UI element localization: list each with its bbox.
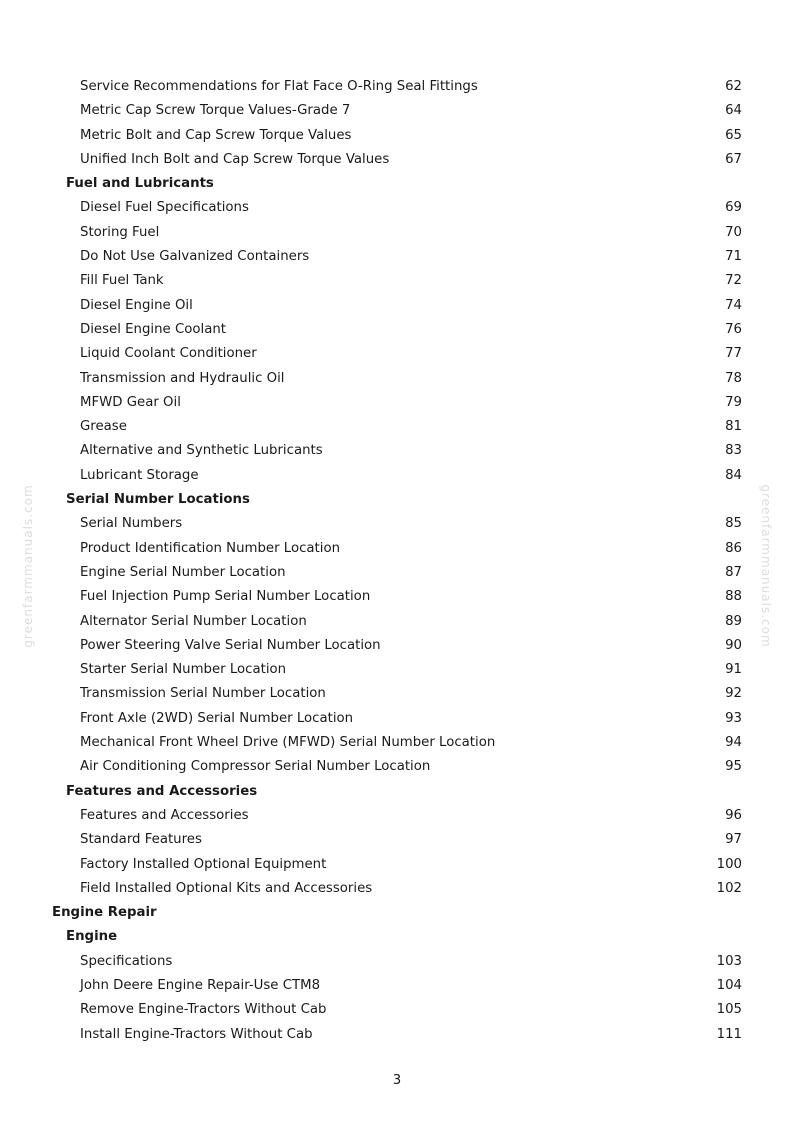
- watermark-left: greenfarmmanuals.com: [21, 484, 35, 648]
- toc-entry-page: 100: [716, 856, 742, 872]
- toc-entry-title: Field Installed Optional Kits and Accessories: [80, 880, 373, 896]
- toc-entry-title: Transmission and Hydraulic Oil: [80, 370, 285, 386]
- toc-entry-page: 69: [725, 200, 742, 216]
- page-number: 3: [392, 1073, 402, 1088]
- toc-entry[interactable]: [0, 755, 794, 779]
- toc-entry-page: 76: [725, 321, 742, 337]
- toc-entry-page: 64: [725, 103, 742, 119]
- toc-entry-page: 104: [716, 977, 742, 993]
- toc-entry-page: 72: [725, 273, 742, 289]
- toc-entry[interactable]: [0, 512, 794, 536]
- toc-entry[interactable]: [0, 998, 794, 1022]
- toc-section-heading[interactable]: [0, 780, 794, 804]
- toc-entry-page: 103: [716, 953, 742, 969]
- toc-entry[interactable]: [0, 196, 794, 220]
- toc-entry-page: 94: [725, 735, 742, 751]
- toc-entry-page: 105: [716, 1002, 742, 1018]
- toc-entry[interactable]: [0, 707, 794, 731]
- toc-entry-title: Liquid Coolant Conditioner: [80, 346, 257, 362]
- toc-entry-title: Lubricant Storage: [80, 467, 199, 483]
- toc-entry-page: 67: [725, 151, 742, 167]
- toc-entry-page: 65: [725, 127, 742, 143]
- toc-entry-page: 77: [725, 346, 742, 362]
- toc-entry-page: 71: [725, 249, 742, 265]
- toc-entry-title: Front Axle (2WD) Serial Number Location: [80, 710, 354, 726]
- toc-entry[interactable]: [0, 974, 794, 998]
- toc-entry-page: 79: [725, 394, 742, 410]
- toc-entry-page: 87: [725, 564, 742, 580]
- toc-chapter-heading[interactable]: [0, 901, 794, 925]
- toc-entry[interactable]: [0, 828, 794, 852]
- toc-entry-title: Alternator Serial Number Location: [80, 613, 307, 629]
- toc-entry-page: 88: [725, 589, 742, 605]
- toc-entry[interactable]: [0, 391, 794, 415]
- toc-entry-title: Service Recommendations for Flat Face O-Ring Seal Fittings: [80, 79, 478, 94]
- toc-entry[interactable]: [0, 950, 794, 974]
- toc-entry[interactable]: [0, 1023, 794, 1047]
- toc-entry-title: Mechanical Front Wheel Drive (MFWD) Serial Number Location: [80, 735, 496, 751]
- toc-entry-title: Metric Cap Screw Torque Values-Grade 7: [80, 103, 351, 119]
- toc-entry-title: Diesel Fuel Specifications: [80, 200, 249, 216]
- toc-entry[interactable]: [0, 561, 794, 585]
- toc-entry-page: 62: [725, 79, 742, 94]
- toc-entry[interactable]: [0, 877, 794, 901]
- toc-entry-title: Starter Serial Number Location: [80, 662, 287, 678]
- toc-section-heading[interactable]: [0, 488, 794, 512]
- toc-entry-title: Specifications: [80, 953, 173, 969]
- toc-entry-page: 84: [725, 467, 742, 483]
- toc-entry[interactable]: [0, 99, 794, 123]
- toc-entry-title: Fuel Injection Pump Serial Number Location: [80, 589, 371, 605]
- toc-entry[interactable]: [0, 318, 794, 342]
- toc-section-title: Engine: [66, 929, 118, 945]
- toc-entry-title: Storing Fuel: [80, 224, 160, 240]
- toc-entry[interactable]: [0, 294, 794, 318]
- toc-entry-page: 86: [725, 540, 742, 556]
- table-of-contents: [0, 75, 794, 1047]
- toc-entry-title: Factory Installed Optional Equipment: [80, 856, 327, 872]
- toc-entry-title: Alternative and Synthetic Lubricants: [80, 443, 323, 459]
- toc-chapter-title: Engine Repair: [52, 905, 157, 921]
- toc-entry-page: 83: [725, 443, 742, 459]
- toc-entry[interactable]: [0, 124, 794, 148]
- toc-entry[interactable]: [0, 610, 794, 634]
- toc-entry-title: MFWD Gear Oil: [80, 394, 181, 410]
- watermark-right: greenfarmmanuals.com: [759, 484, 773, 648]
- toc-entry-title: Diesel Engine Oil: [80, 297, 193, 313]
- toc-entry[interactable]: [0, 439, 794, 463]
- toc-entry-page: 96: [725, 807, 742, 823]
- toc-entry-page: 92: [725, 686, 742, 702]
- toc-entry-title: Transmission Serial Number Location: [80, 686, 326, 702]
- toc-entry[interactable]: [0, 221, 794, 245]
- toc-entry-title: Serial Numbers: [80, 516, 183, 532]
- toc-entry-page: 97: [725, 832, 742, 848]
- toc-section-heading[interactable]: [0, 172, 794, 196]
- toc-entry[interactable]: [0, 464, 794, 488]
- toc-entry-title: Product Identification Number Location: [80, 540, 341, 556]
- toc-entry-page: 81: [725, 419, 742, 435]
- toc-entry-title: Features and Accessories: [80, 807, 249, 823]
- toc-entry-page: 90: [725, 637, 742, 653]
- toc-entry[interactable]: [0, 585, 794, 609]
- toc-entry[interactable]: [0, 148, 794, 172]
- toc-entry-page: 89: [725, 613, 742, 629]
- toc-entry-title: John Deere Engine Repair-Use CTM8: [80, 977, 321, 993]
- toc-entry[interactable]: [0, 682, 794, 706]
- toc-entry-title: Diesel Engine Coolant: [80, 321, 226, 337]
- toc-entry[interactable]: [0, 731, 794, 755]
- toc-section-title: Features and Accessories: [66, 783, 258, 799]
- toc-entry[interactable]: [0, 658, 794, 682]
- toc-entry-title: Air Conditioning Compressor Serial Number Location: [80, 759, 431, 775]
- toc-entry[interactable]: [0, 342, 794, 366]
- toc-entry-page: 74: [725, 297, 742, 313]
- toc-entry[interactable]: [0, 269, 794, 293]
- toc-entry-title: Unified Inch Bolt and Cap Screw Torque Values: [80, 151, 390, 167]
- toc-section-title: Serial Number Locations: [66, 492, 250, 508]
- toc-entry-page: 111: [716, 1026, 742, 1042]
- toc-entry[interactable]: [0, 367, 794, 391]
- toc-entry[interactable]: [0, 75, 794, 99]
- toc-section-heading[interactable]: [0, 925, 794, 949]
- toc-section-title: Fuel and Lubricants: [66, 176, 214, 192]
- toc-entry-title: Power Steering Valve Serial Number Location: [80, 637, 381, 653]
- toc-entry-page: 93: [725, 710, 742, 726]
- toc-entry[interactable]: [0, 853, 794, 877]
- toc-entry-title: Engine Serial Number Location: [80, 564, 286, 580]
- toc-entry-page: 78: [725, 370, 742, 386]
- toc-entry[interactable]: [0, 804, 794, 828]
- toc-entry-title: Do Not Use Galvanized Containers: [80, 249, 310, 265]
- toc-entry[interactable]: [0, 634, 794, 658]
- toc-entry-title: Grease: [80, 419, 127, 435]
- toc-entry-title: Remove Engine-Tractors Without Cab: [80, 1002, 327, 1018]
- toc-entry-page: 85: [725, 516, 742, 532]
- toc-entry-title: Metric Bolt and Cap Screw Torque Values: [80, 127, 352, 143]
- toc-entry-title: Install Engine-Tractors Without Cab: [80, 1026, 313, 1042]
- toc-entry[interactable]: [0, 537, 794, 561]
- toc-entry[interactable]: [0, 415, 794, 439]
- toc-entry[interactable]: [0, 245, 794, 269]
- toc-entry-page: 95: [725, 759, 742, 775]
- toc-entry-title: Fill Fuel Tank: [80, 273, 164, 289]
- toc-entry-page: 91: [725, 662, 742, 678]
- toc-entry-title: Standard Features: [80, 832, 202, 848]
- toc-entry-page: 102: [716, 880, 742, 896]
- toc-entry-page: 70: [725, 224, 742, 240]
